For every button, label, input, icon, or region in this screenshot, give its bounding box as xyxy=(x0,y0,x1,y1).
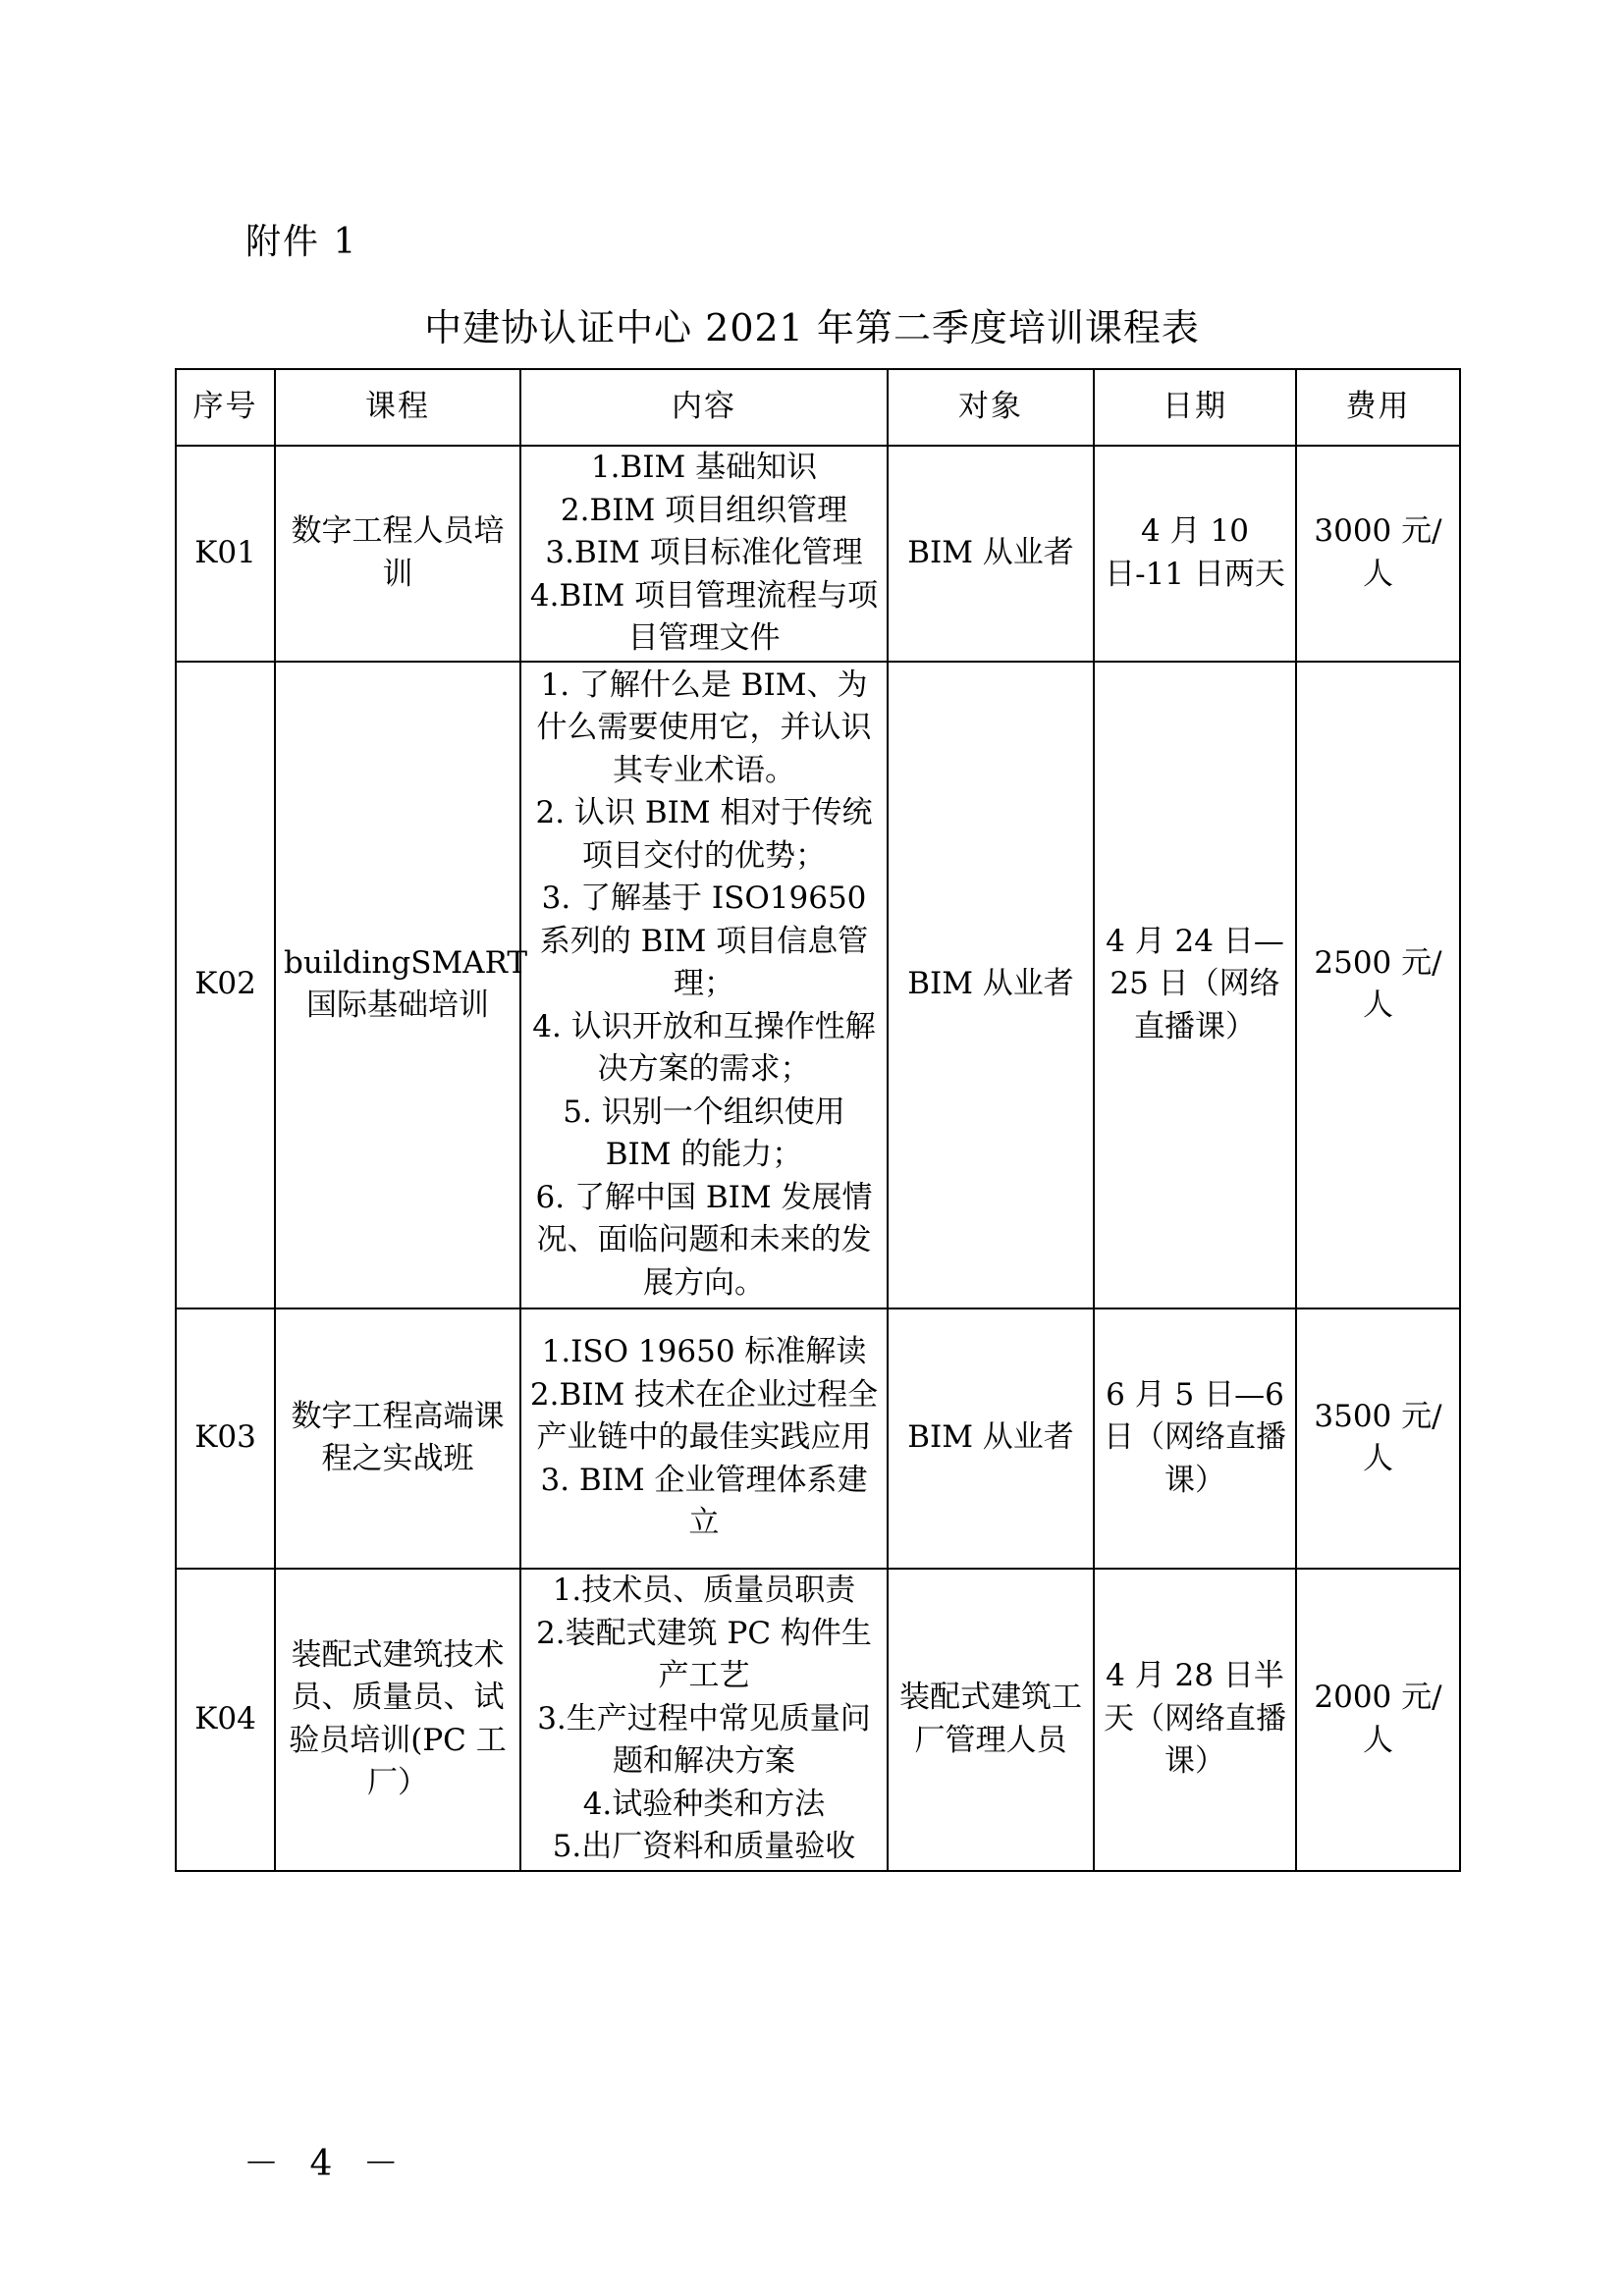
course-content xyxy=(520,662,888,1308)
course-content xyxy=(520,446,888,662)
course-fee: 2500 元/人 xyxy=(1296,662,1460,1308)
content-item: 5. 识别一个组织使用 BIM 的能力； xyxy=(563,1094,845,1173)
content-item: 5.出厂资料和质量验收 xyxy=(552,1829,856,1865)
content-item: 2.BIM 技术在企业过程全产业链中的最佳实践应用 xyxy=(529,1376,879,1456)
course-audience: BIM 从业者 xyxy=(888,662,1094,1308)
header-fee: 费用 xyxy=(1296,369,1460,446)
course-name: 数字工程人员培训 xyxy=(275,446,520,662)
table-header-row xyxy=(176,369,1460,446)
content-item: 3.生产过程中常见质量问题和解决方案 xyxy=(537,1700,871,1780)
table-row xyxy=(176,1569,1460,1871)
course-id: K03 xyxy=(176,1308,275,1569)
course-date: 4 月 28 日半天（网络直播课） xyxy=(1094,1569,1296,1871)
header-audience: 对象 xyxy=(888,369,1094,446)
course-table xyxy=(175,368,1461,1872)
header-date: 日期 xyxy=(1094,369,1296,446)
course-fee: 3000 元/人 xyxy=(1296,446,1460,662)
content-item: 4.BIM 项目管理流程与项目管理文件 xyxy=(529,577,879,656)
course-id: K02 xyxy=(176,662,275,1308)
page-title: 中建协认证中心 2021 年第二季度培训课程表 xyxy=(424,306,1200,349)
course-fee: 2000 元/人 xyxy=(1296,1569,1460,1871)
content-item: 3. 了解基于 ISO19650 系列的 BIM 项目信息管理； xyxy=(539,881,869,1002)
course-audience: BIM 从业者 xyxy=(888,446,1094,662)
content-item: 2. 认识 BIM 相对于传统项目交付的优势； xyxy=(535,795,873,874)
content-item: 1. 了解什么是 BIM、为什么需要使用它，并认识其专业术语。 xyxy=(536,667,872,788)
course-name: 数字工程高端课程之实战班 xyxy=(275,1308,520,1569)
course-audience: BIM 从业者 xyxy=(888,1308,1094,1569)
content-item: 1.技术员、质量员职责 xyxy=(552,1573,856,1609)
content-item: 3.BIM 项目标准化管理 xyxy=(545,535,863,570)
course-date: 6 月 5 日—6 日（网络直播课） xyxy=(1094,1308,1296,1569)
content-item: 4.试验种类和方法 xyxy=(582,1786,826,1822)
content-item: 1.BIM 基础知识 xyxy=(590,450,818,485)
course-id: K04 xyxy=(176,1569,275,1871)
content-item: 1.ISO 19650 标准解读 xyxy=(541,1334,867,1370)
table-row xyxy=(176,662,1460,1308)
attachment-label: 附件 1 xyxy=(245,222,358,262)
course-content xyxy=(520,1308,888,1569)
course-date: 4 月 24 日—25 日（网络直播课） xyxy=(1094,662,1296,1308)
content-item: 4. 认识开放和互操作性解决方案的需求； xyxy=(532,1008,876,1088)
course-content xyxy=(520,1569,888,1871)
course-fee: 3500 元/人 xyxy=(1296,1308,1460,1569)
content-item: 2.装配式建筑 PC 构件生产工艺 xyxy=(536,1615,872,1694)
header-content: 内容 xyxy=(520,369,888,446)
course-name: 装配式建筑技术员、质量员、试验员培训(PC 工厂） xyxy=(275,1569,520,1871)
course-date: 4 月 10 日-11 日两天 xyxy=(1094,446,1296,662)
table-row xyxy=(176,1308,1460,1569)
content-item: 6. 了解中国 BIM 发展情况、面临问题和未来的发展方向。 xyxy=(535,1179,873,1301)
course-name: buildingSMART 国际基础培训 xyxy=(275,662,520,1308)
course-id: K01 xyxy=(176,446,275,662)
content-item: 3. BIM 企业管理体系建立 xyxy=(540,1462,868,1541)
header-id: 序号 xyxy=(176,369,275,446)
content-item: 2.BIM 项目组织管理 xyxy=(560,492,848,528)
table-row xyxy=(176,446,1460,662)
course-audience: 装配式建筑工厂管理人员 xyxy=(888,1569,1094,1871)
page-number: － 4 － xyxy=(244,2144,408,2184)
header-course: 课程 xyxy=(275,369,520,446)
